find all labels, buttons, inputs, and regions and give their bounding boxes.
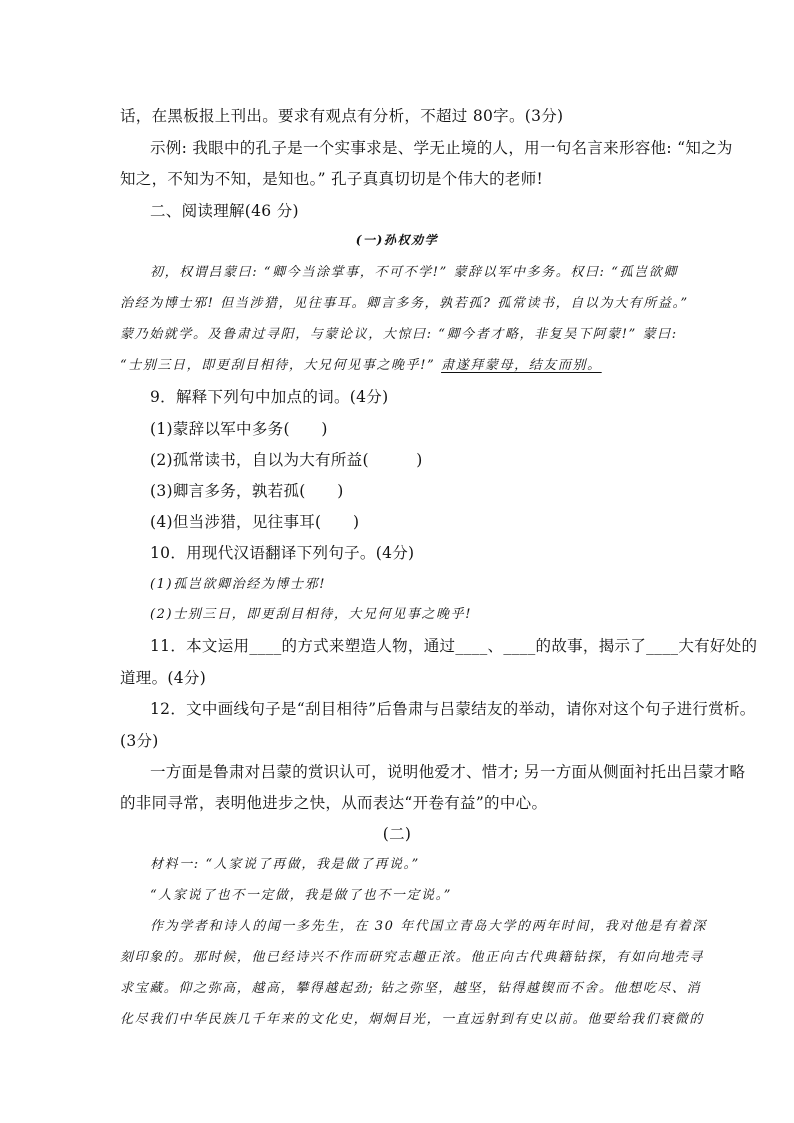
classical-text-line: 蒙乃始就学。及鲁肃过寻阳，与蒙论议，大惊曰: “卿今者才略，非复吴下阿蒙!” 蒙曰: (120, 327, 678, 342)
question-11: 11．本文运用____的方式来塑造人物，通过____、____的故事，揭示了____大有好处的 (150, 637, 758, 655)
classical-text-line (120, 354, 602, 373)
question-item: (4)但当涉猎，见往事耳( ) (150, 513, 360, 531)
section-marker: (二) (382, 825, 412, 843)
material-line: “人家说了也不一定做，我是做了也不一定说。” (150, 888, 452, 903)
text-line: 道理。(4分) (120, 669, 207, 687)
passage-title: (一)孙权劝学 (355, 233, 439, 247)
section-heading: 二、阅读理解(46 分) (150, 202, 299, 220)
question-item: (1)蒙辞以军中多务( ) (150, 420, 328, 438)
classical-text-line: 治经为博士邪! 但当涉猎，见往事耳。卿言多务，孰若孤? 孤常读书，自以为大有所益。” (120, 296, 689, 311)
question-item: (2)孤常读书，自以为大有所益( ) (150, 451, 423, 469)
material-line: 求宝藏。仰之弥高，越高，攀得越起劲; 钻之弥坚，越坚，钻得越锲而不舍。他想吃尽、消 (120, 981, 702, 996)
material-line: 化尽我们中华民族几千年来的文化史，炯炯目光，一直远射到有史以前。他要给我们衰微的 (120, 1012, 705, 1027)
text-line: 示例: 我眼中的孔子是一个实事求是、学无止境的人，用一句名言来形容他: “知之为 (150, 139, 733, 157)
material-line: 刻印象的。那时候，他已经诗兴不作而研究志趣正浓。他正向古代典籍钻探，有如向地壳寻 (120, 950, 705, 965)
question-item: (2)士别三日，即更刮目相待，大兄何见事之晚乎! (150, 607, 473, 622)
answer-text: 的非同寻常，表明他进步之快，从而表达“开卷有益”的中心。 (120, 794, 548, 812)
text-line: 话，在黑板报上刊出。要求有观点有分析，不超过 80字。(3分) (120, 107, 564, 125)
classical-text-line: 初，权谓吕蒙曰: “卿今当涂掌事，不可不学!” 蒙辞以军中多务。权曰: “孤岂欲卿 (150, 265, 678, 280)
text-line: (3分) (120, 732, 159, 750)
underlined-sentence: 肃遂拜蒙母，结友而别。 (441, 358, 602, 373)
question-10: 10．用现代汉语翻译下列句子。(4分) (150, 544, 415, 562)
material-line: 材料一: “人家说了再做，我是做了再说。” (150, 857, 420, 872)
material-line: 作为学者和诗人的闻一多先生，在 30 年代国立青岛大学的两年时间，我对他是有着深 (150, 919, 707, 934)
question-item: (1)孤岂欲卿治经为博士邪! (150, 577, 327, 592)
answer-text: 一方面是鲁肃对吕蒙的赏识认可，说明他爱才、惜才; 另一方面从侧面衬托出吕蒙才略 (150, 763, 746, 781)
question-12: 12．文中画线句子是“刮目相待”后鲁肃与吕蒙结友的举动，请你对这个句子进行赏析。 (150, 700, 756, 718)
question-9: 9．解释下列句中加点的词。(4分) (150, 388, 389, 406)
text-line: 知之，不知为不知，是知也。” 孔子真真切切是个伟大的老师! (120, 170, 544, 188)
classical-text: “士别三日，即更刮目相待，大兄何见事之晚乎!” (120, 358, 442, 373)
question-item: (3)卿言多务，孰若孤( ) (150, 482, 344, 500)
